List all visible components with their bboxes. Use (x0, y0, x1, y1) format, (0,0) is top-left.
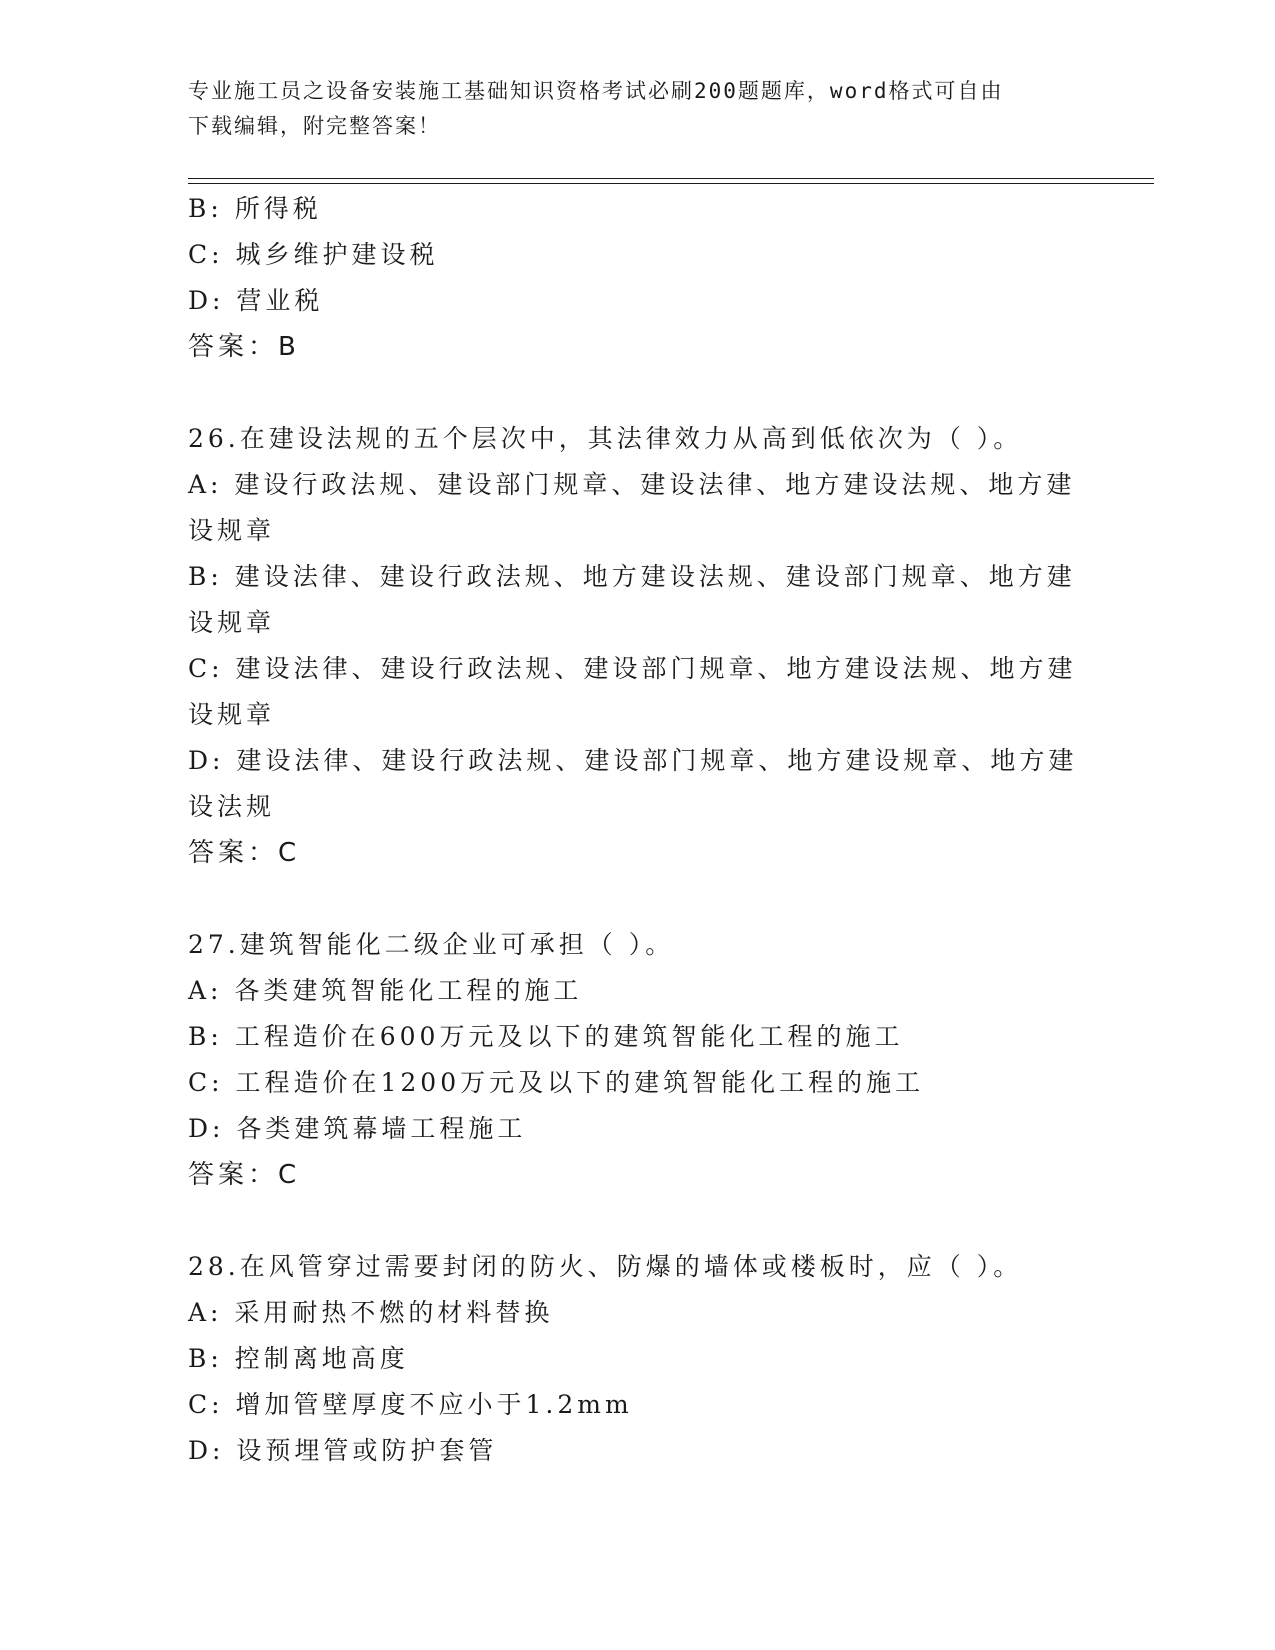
header-line-2: 下载编辑，附完整答案！ (188, 114, 441, 138)
spacer (188, 1198, 1088, 1244)
question-text: 26.在建设法规的五个层次中，其法律效力从高到低依次为（ ）。 (188, 424, 1023, 453)
option-c: C: 建设法律、建设行政法规、建设部门规章、地方建设法规、地方建 (188, 654, 1077, 683)
option-b: B: 所得税 (188, 194, 322, 223)
option-d: D: 营业税 (188, 286, 324, 315)
option-d-continued: 设法规 (188, 792, 276, 821)
option-c-continued: 设规章 (188, 700, 276, 729)
option-a: A: 采用耐热不燃的材料替换 (188, 1298, 554, 1327)
option-d: D: 设预埋管或防护套管 (188, 1436, 498, 1465)
spacer (188, 876, 1088, 922)
question-28 (188, 1244, 1088, 1474)
document-body (188, 186, 1088, 1474)
option-c: C: 工程造价在1200万元及以下的建筑智能化工程的施工 (188, 1068, 925, 1097)
option-a-continued: 设规章 (188, 516, 276, 545)
question-25-tail (188, 186, 1088, 370)
option-b-continued: 设规章 (188, 608, 276, 637)
option-c: C: 增加管壁厚度不应小于1.2mm (188, 1390, 633, 1419)
question-text: 27.建筑智能化二级企业可承担（ ）。 (188, 930, 675, 959)
page-header (188, 74, 1088, 144)
option-c: C: 城乡维护建设税 (188, 240, 439, 269)
option-d: D: 建设法律、建设行政法规、建设部门规章、地方建设规章、地方建 (188, 746, 1078, 775)
question-26 (188, 416, 1088, 876)
option-b: B: 建设法律、建设行政法规、地方建设法规、建设部门规章、地方建 (188, 562, 1076, 591)
option-d: D: 各类建筑幕墙工程施工 (188, 1114, 527, 1143)
option-a: A: 各类建筑智能化工程的施工 (188, 976, 583, 1005)
answer: 答案：C (188, 1160, 301, 1190)
header-line-1: 专业施工员之设备安装施工基础知识资格考试必刷200题题库，word格式可自由 (188, 79, 1004, 103)
question-text: 28.在风管穿过需要封闭的防火、防爆的墙体或楼板时，应（ ）。 (188, 1252, 1023, 1281)
option-b: B: 工程造价在600万元及以下的建筑智能化工程的施工 (188, 1022, 904, 1051)
question-27 (188, 922, 1088, 1198)
answer: 答案：C (188, 838, 301, 868)
spacer (188, 370, 1088, 416)
header-divider (188, 178, 1154, 184)
answer: 答案：B (188, 332, 300, 362)
option-b: B: 控制离地高度 (188, 1344, 409, 1373)
option-a: A: 建设行政法规、建设部门规章、建设法律、地方建设法规、地方建 (188, 470, 1076, 499)
